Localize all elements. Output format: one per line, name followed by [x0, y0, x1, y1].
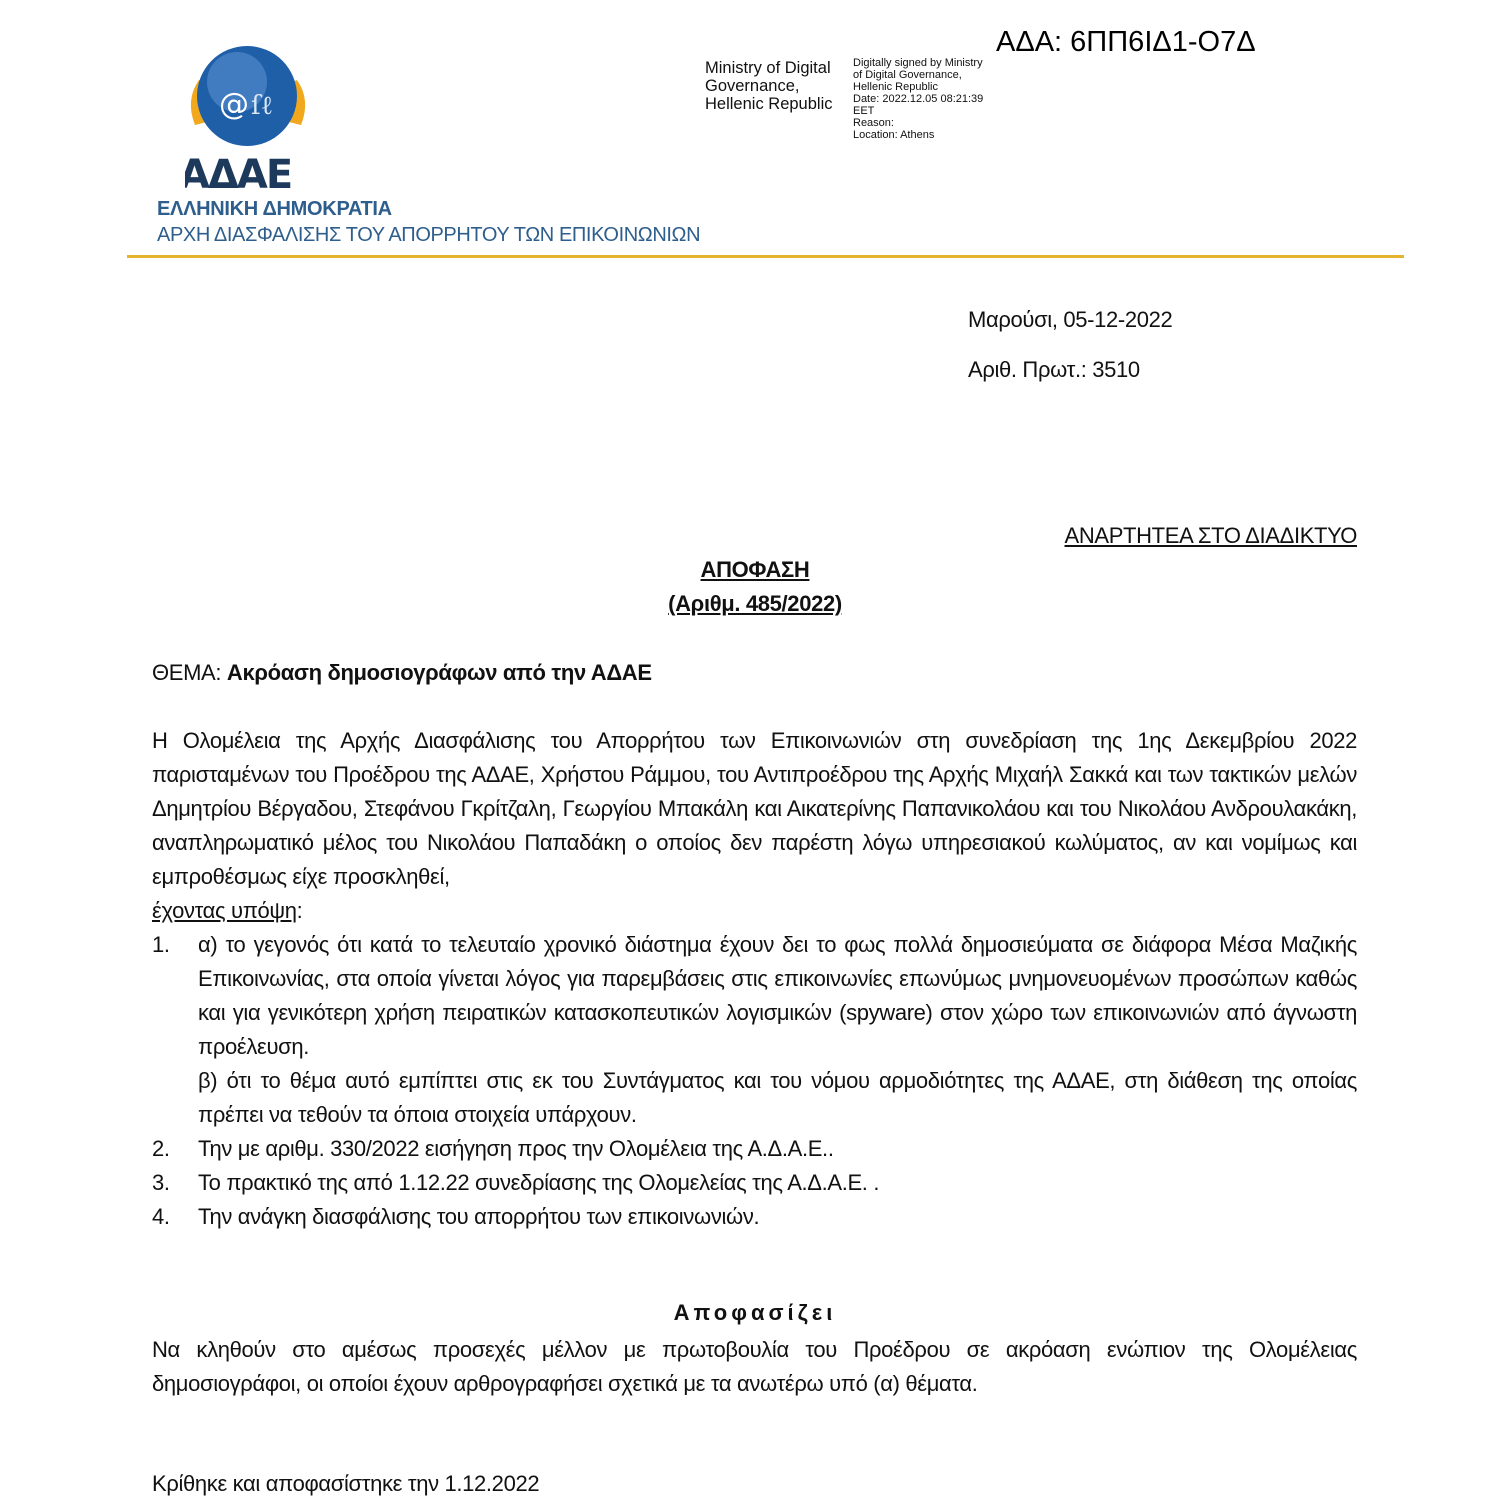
- item-text: α) το γεγονός ότι κατά το τελευταίο χρονικό διάστημα έχουν δει το φως πολλά δημοσιεύματα σε διάφορα Μέσα Μαζικής Επικοινωνίας, στα οποία γίνεται λόγος για παρεμβάσεις στις επικοινωνίες επωνύμως μνημονευομένων προσώπων καθώς και για γενικότερη χρήση πειρατικών κατασκοπευτικών λογισμικών (spyware) στον χώρο των επικοινωνιών από άγνωστη προέλευση.: [198, 932, 1357, 1059]
- list-item: [152, 1166, 1357, 1200]
- considering-label: έχοντας υπόψη: [152, 898, 297, 923]
- posting-notice: ΑΝΑΡΤΗΤΕΑ ΣΤΟ ΔΙΑΔΙΚΤΥΟ: [1064, 523, 1357, 548]
- decides-heading: Αποφασίζει: [673, 1300, 837, 1325]
- svg-text:ΑΔΑΕ: ΑΔΑΕ: [185, 152, 292, 195]
- main-body: [152, 724, 1357, 1234]
- list-item: [152, 928, 1357, 1132]
- item-number: 1.: [152, 932, 170, 957]
- item-number: 3.: [152, 1170, 170, 1195]
- decision-text: Να κληθούν στο αμέσως προσεχές μέλλον με πρωτοβουλία του Προέδρου σε ακρόαση ενώπιον της Ολομέλειας δημοσιογράφοι, οι οποίοι έχουν αρθρογραφήσει σχετικά με τα ανωτέρω υπό (α) θέματα.: [152, 1337, 1357, 1396]
- sig-line: Location: Athens: [853, 129, 935, 141]
- considering-heading: [152, 894, 1357, 928]
- considerations-list: [152, 928, 1357, 1234]
- adae-logo: [185, 40, 315, 200]
- subject: [152, 656, 1357, 690]
- org-name: ΑΡΧΗ ΔΙΑΣΦΑΛΙΣΗΣ ΤΟΥ ΑΠΟΡΡΗΤΟΥ ΤΩΝ ΕΠΙΚΟΙΝΩΝΙΩΝ: [157, 224, 701, 246]
- signer-name: [705, 59, 832, 113]
- sig-line: of Digital Governance,: [853, 69, 962, 81]
- ada-number: ΑΔΑ: 6ΠΠ6ΙΔ1-Ο7Δ: [996, 26, 1256, 58]
- svg-text:@: @: [219, 87, 249, 122]
- closing-line: Κρίθηκε και αποφασίστηκε την 1.12.2022: [152, 1471, 540, 1496]
- item-text: Την ανάγκη διασφάλισης του απορρήτου των επικοινωνιών.: [198, 1204, 760, 1229]
- subject-text: Ακρόαση δημοσιογράφων από την ΑΔΑΕ: [226, 660, 652, 685]
- item-text: β) ότι το θέμα αυτό εμπίπτει στις εκ του Συντάγματος και του νόμου αρμοδιότητες της ΑΔΑΕ, στη διάθεση της οποίας πρέπει να τεθούν τα όποια στοιχεία υπάρχουν.: [198, 1068, 1357, 1127]
- sig-line: Date: 2022.12.05 08:21:39: [853, 93, 984, 105]
- sig-line: EET: [853, 105, 875, 117]
- item-number: 2.: [152, 1136, 170, 1161]
- signer-line: Governance,: [705, 77, 800, 95]
- sig-line: Hellenic Republic: [853, 81, 938, 93]
- considering-colon: :: [296, 898, 303, 923]
- item-number: 4.: [152, 1204, 170, 1229]
- list-item: [152, 1132, 1357, 1166]
- place-date: Μαρούσι, 05-12-2022: [968, 307, 1173, 332]
- svg-text:ſℓ: ſℓ: [251, 91, 274, 121]
- sig-line: Reason:: [853, 117, 894, 129]
- signature-details: [853, 57, 983, 141]
- signer-line: Hellenic Republic: [705, 95, 833, 113]
- subject-label: ΘΕΜΑ:: [152, 660, 227, 685]
- protocol-number: Αριθ. Πρωτ.: 3510: [968, 357, 1140, 382]
- item-text: Την με αριθμ. 330/2022 εισήγηση προς την Ολομέλεια της Α.Δ.Α.Ε..: [198, 1136, 834, 1161]
- item-text: Το πρακτικό της από 1.12.22 συνεδρίασης της Ολομελείας της Α.Δ.Α.Ε. .: [198, 1170, 880, 1195]
- decision-title: ΑΠΟΦΑΣΗ: [700, 557, 810, 582]
- decision-number: (Αριθμ. 485/2022): [668, 591, 842, 616]
- intro-paragraph: Η Ολομέλεια της Αρχής Διασφάλισης του Απορρήτου των Επικοινωνιών στη συνεδρίαση της 1ης Δεκεμβρίου 2022 παρισταμένων του Προέδρου της ΑΔΑΕ, Χρήστου Ράμμου, του Αντιπροέδρου της Αρχής Μιχαήλ Σακκά και των τακτικών μελών Δημητρίου Βέργαδου, Στεφάνου Γκρίτζαλη, Γεωργίου Μπακάλη και Αικατερίνης Παπανικολάου και του Νικολάου Ανδρουλακάκη, αναπληρωματικό μέλος του Νικολάου Παπαδάκη ο οποίος δεν παρέστη λόγω υπηρεσιακού κωλύματος, αν και νομίμως και εμπροθέσμως είχε προσκληθεί,: [152, 728, 1357, 889]
- list-item: [152, 1200, 1357, 1234]
- org-country: ΕΛΛΗΝΙΚΗ ΔΗΜΟΚΡΑΤΙΑ: [157, 198, 392, 220]
- signer-line: Ministry of Digital: [705, 59, 831, 77]
- header-divider: [127, 255, 1404, 258]
- sig-line: Digitally signed by Ministry: [853, 57, 983, 69]
